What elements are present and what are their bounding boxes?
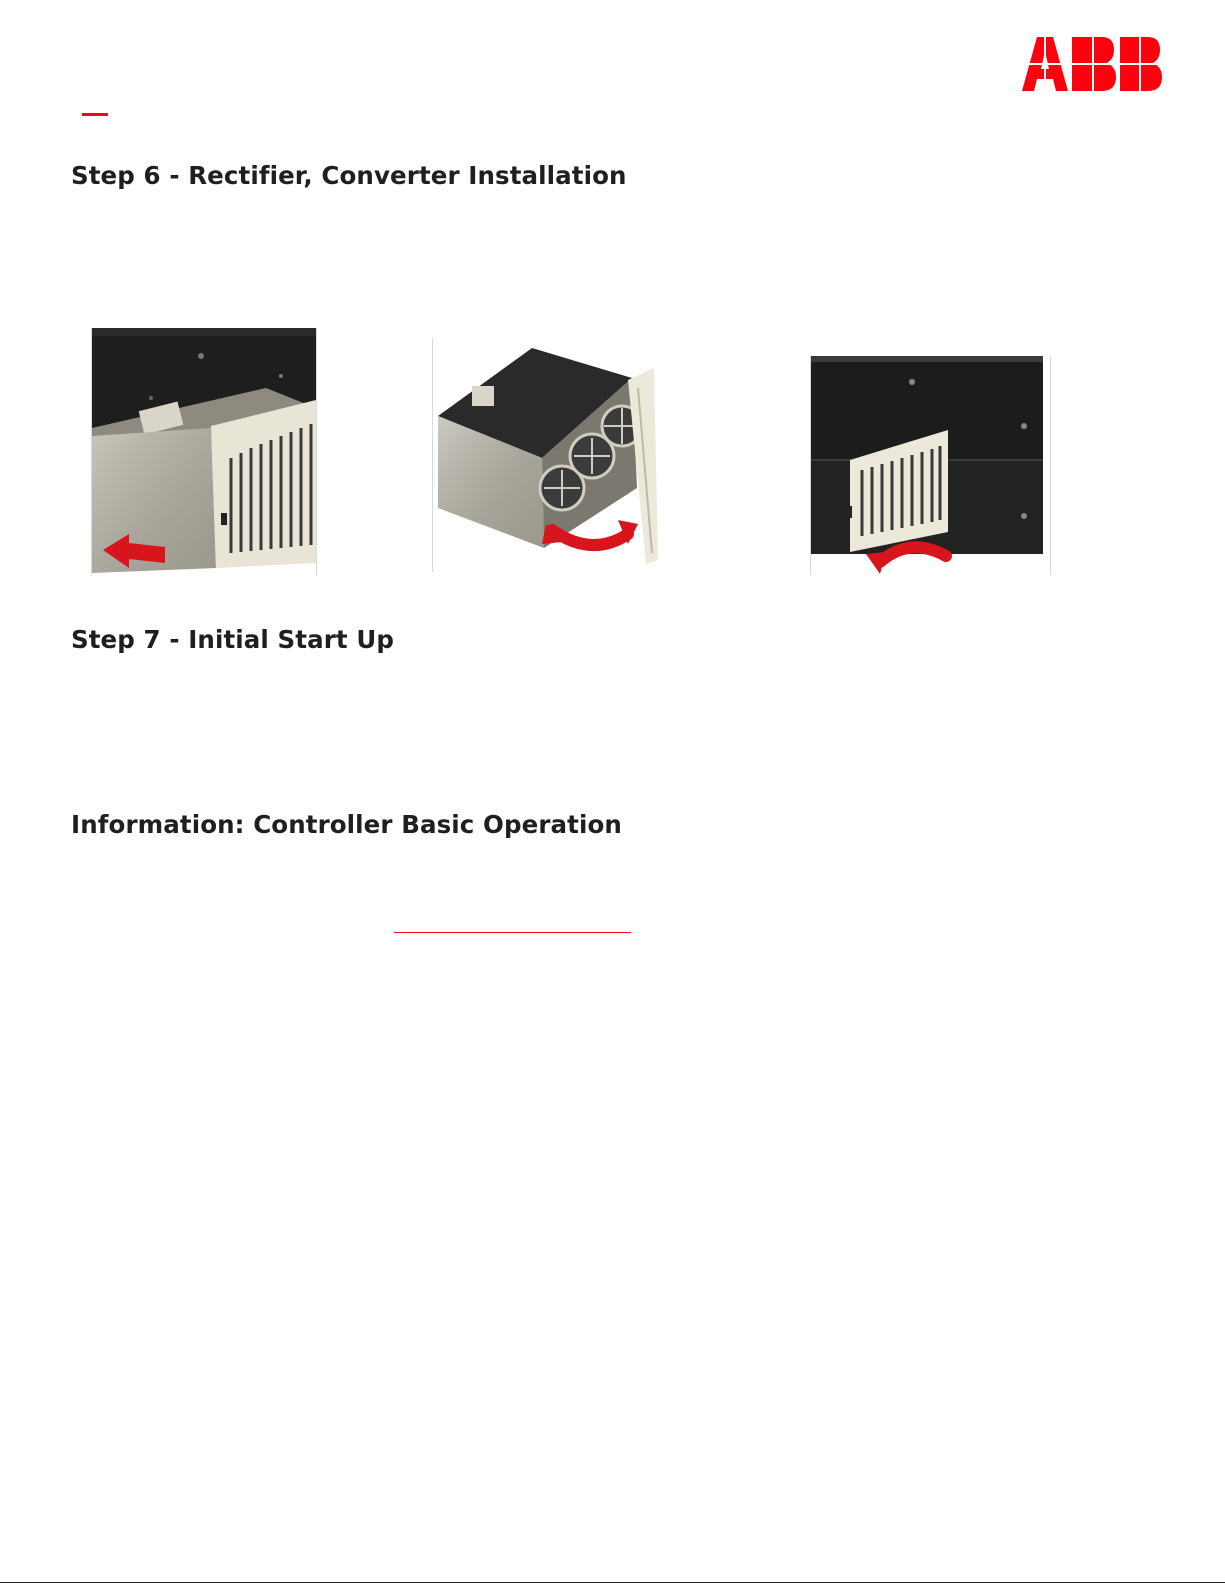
rectifier-latch-closed-photo xyxy=(810,356,1051,575)
abb-logo xyxy=(1022,37,1162,91)
page-bottom-rule xyxy=(0,1582,1225,1583)
step6-heading: Step 6 - Rectifier, Converter Installation xyxy=(71,161,627,190)
step7-heading: Step 7 - Initial Start Up xyxy=(71,625,394,654)
rectifier-slide-in-photo xyxy=(91,328,317,575)
rectifier-fans-photo xyxy=(432,338,658,572)
controller-operation-link[interactable] xyxy=(394,932,631,933)
info-heading: Information: Controller Basic Operation xyxy=(71,810,622,839)
accent-bar xyxy=(82,113,108,116)
